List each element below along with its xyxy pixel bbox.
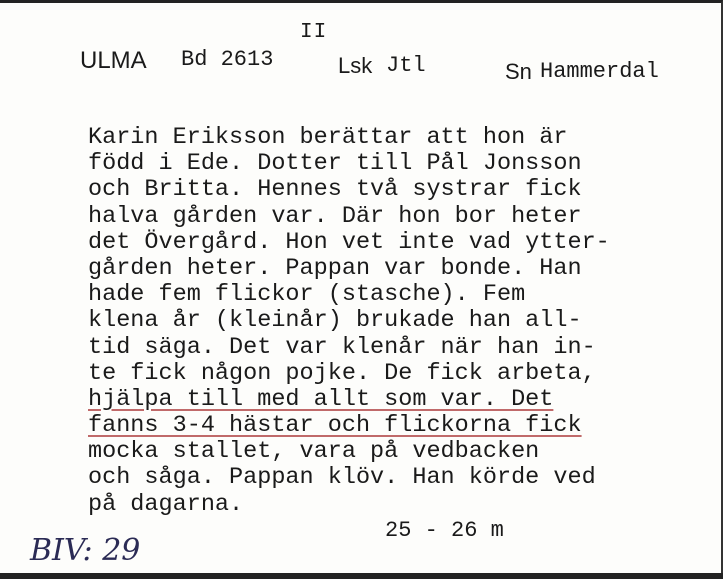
volume-number: II xyxy=(300,21,328,44)
text-line: och såga. Pappan klöv. Han körde ved xyxy=(88,464,596,492)
text-line: fanns 3-4 hästar och flickorna fick xyxy=(88,412,582,440)
text-line: te fick någon pojke. De fick arbeta, xyxy=(88,359,596,387)
text-line: på dagarna. xyxy=(88,490,244,518)
landskap-label: Lsk xyxy=(338,53,373,78)
socken-value: Hammerdal xyxy=(540,59,659,84)
socken-label: Sn xyxy=(505,59,532,84)
text-line: och Britta. Hennes två systrar fick xyxy=(88,176,582,204)
text-line: tid säga. Det var klenår när han in- xyxy=(88,333,596,361)
record-number: Bd 2613 xyxy=(181,47,274,72)
text-line: hade fem flickor (stasche). Fem xyxy=(88,281,526,309)
text-line: född i Ede. Dotter till Pål Jonsson xyxy=(88,150,582,178)
text-line: det Övergård. Hon vet inte vad ytter- xyxy=(88,228,610,256)
bottom-border xyxy=(0,573,723,579)
transcript-text xyxy=(88,125,708,518)
text-line: mocka stallet, vara på vedbacken xyxy=(88,438,540,466)
text-line: Karin Eriksson berättar att hon är xyxy=(88,124,568,151)
handwritten-signature: BIV: 29 xyxy=(30,533,141,568)
text-line: klena år (kleinår) brukade han all- xyxy=(88,307,582,335)
text-line: gården heter. Pappan var bonde. Han xyxy=(88,254,582,282)
landskap-value: Jtl xyxy=(386,53,426,78)
text-line: hjälpa till med allt som var. Det xyxy=(88,385,554,413)
archive-name: ULMA xyxy=(80,47,147,74)
page-reference: 25 - 26 m xyxy=(385,518,504,543)
text-line: halva gården var. Där hon bor heter xyxy=(88,202,582,230)
